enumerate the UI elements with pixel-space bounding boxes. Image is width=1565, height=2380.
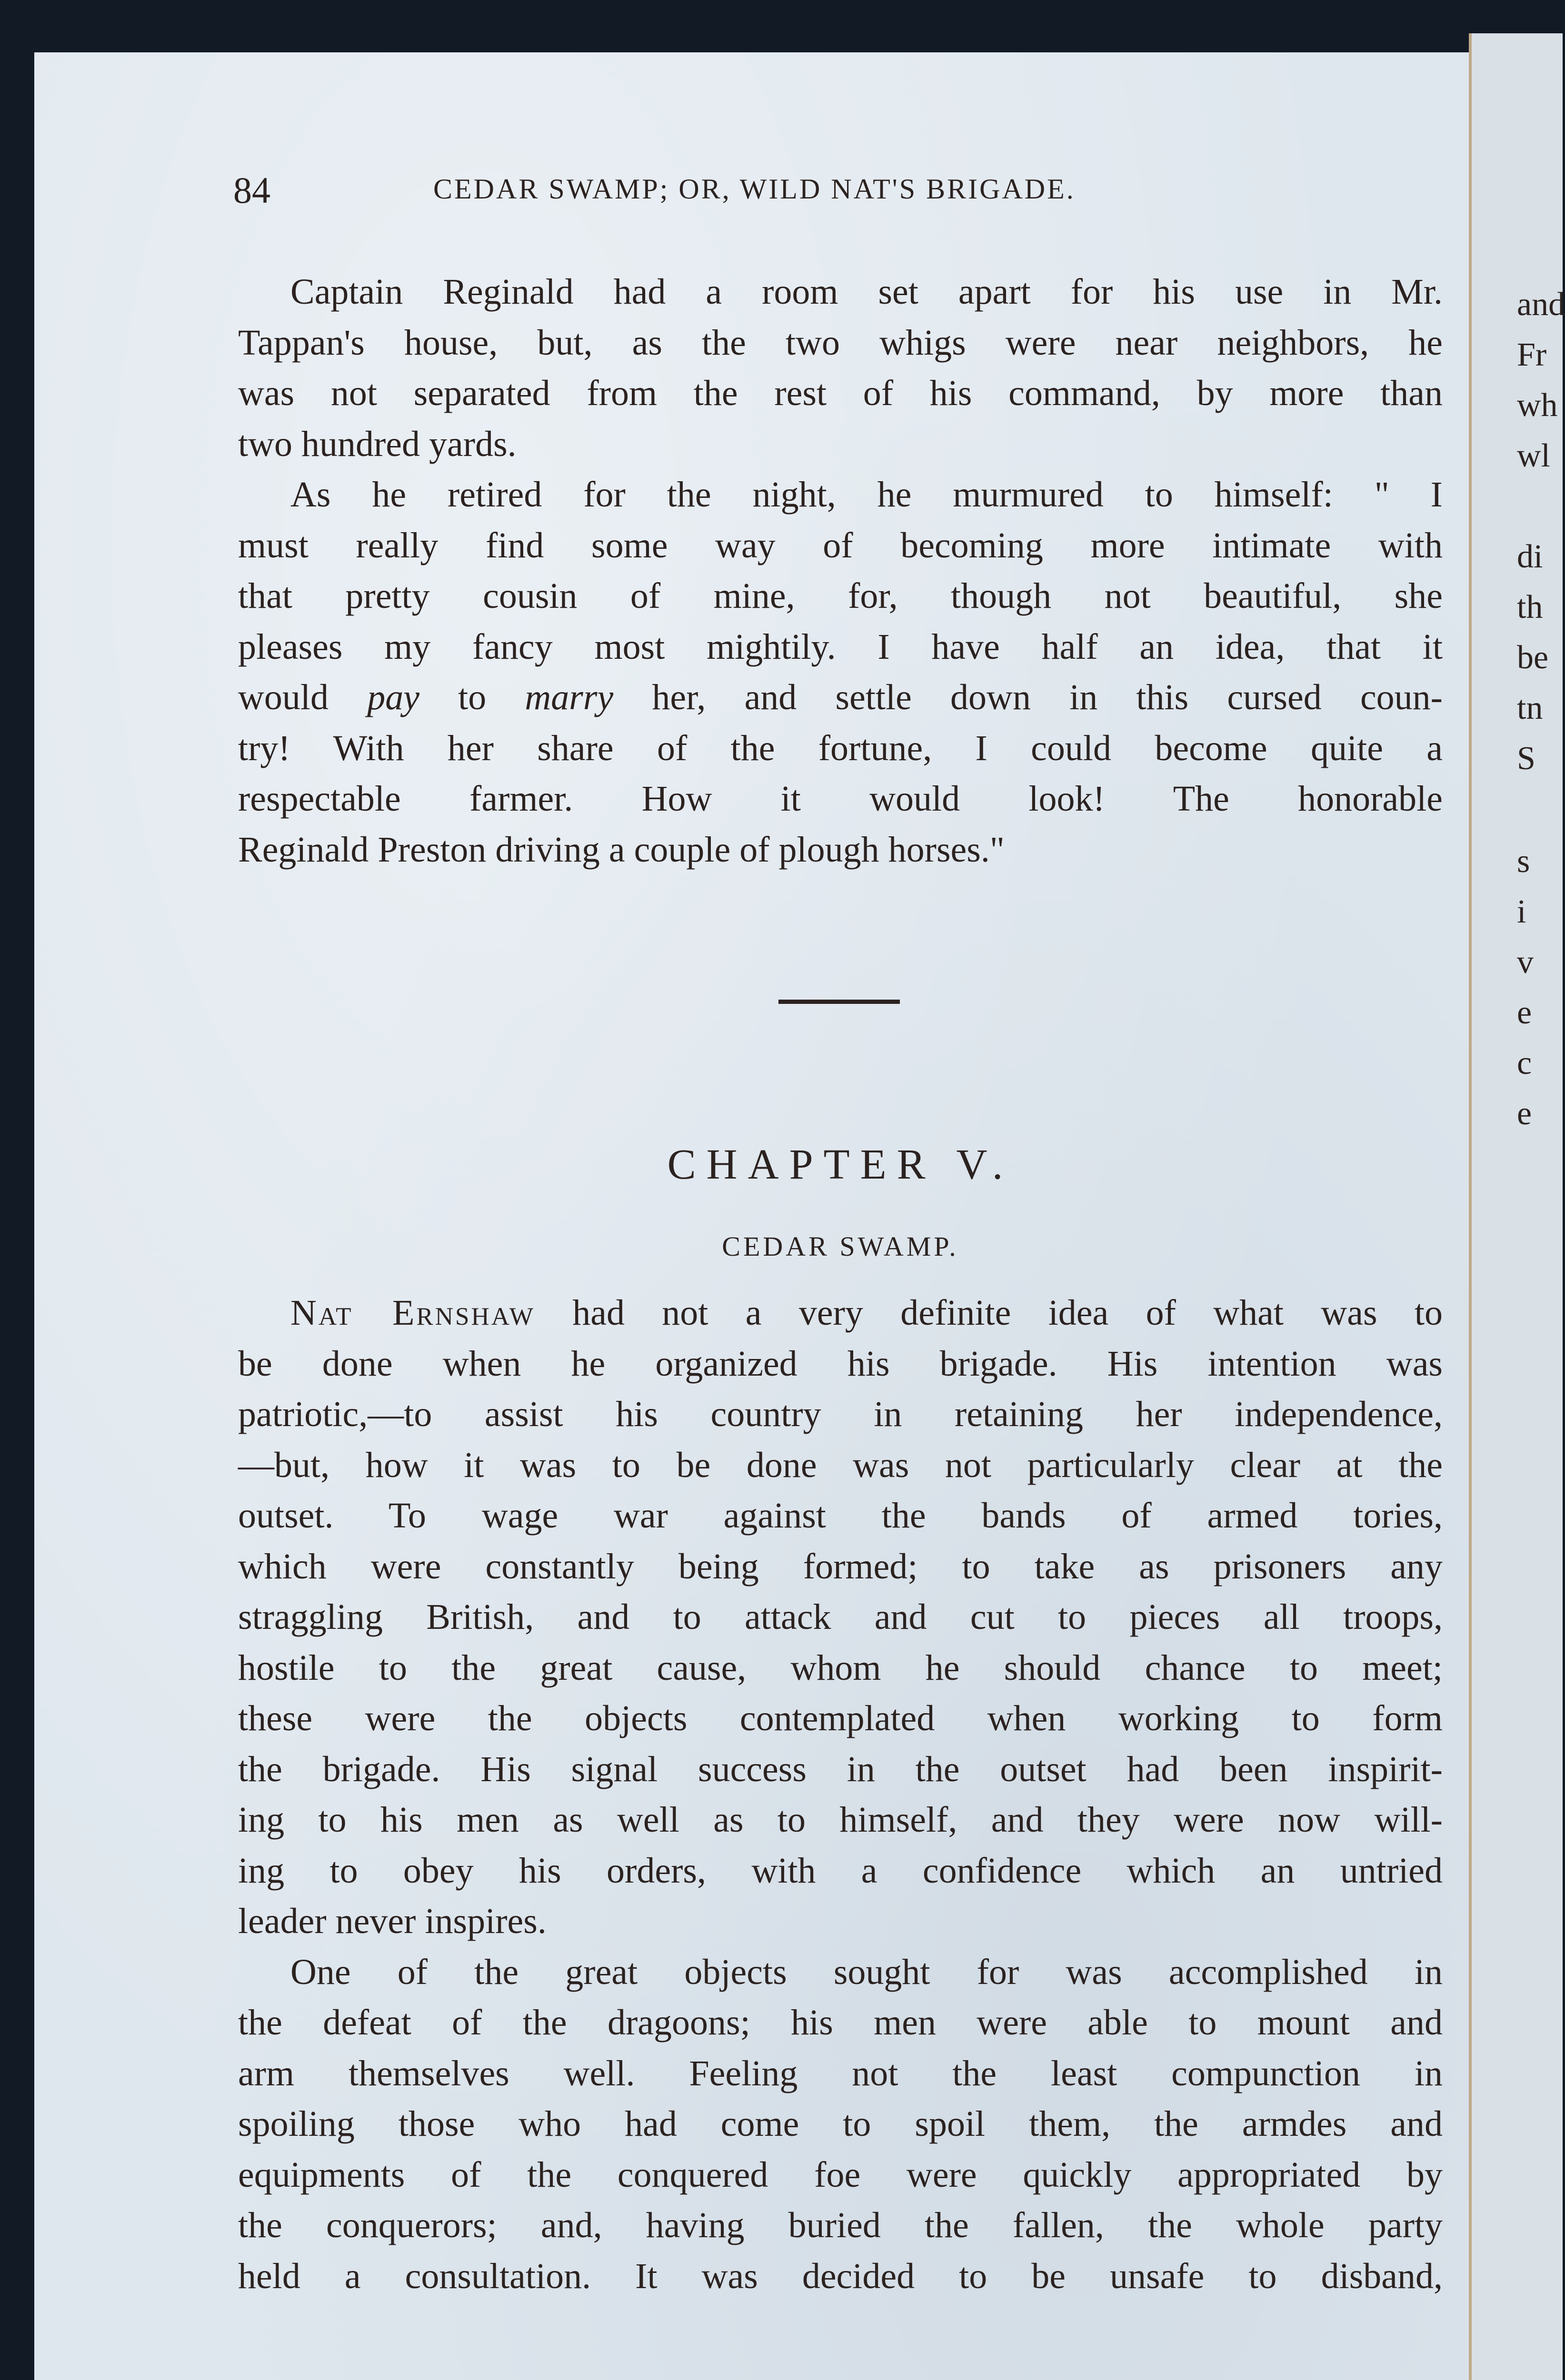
text-line: must really find some way of becoming more intimate with: [238, 525, 1443, 565]
text-line: patriotic,—to assist his country in retaining her independence,: [238, 1394, 1443, 1434]
text-line: hostile to the great cause, whom he should chance to meet;: [238, 1647, 1443, 1688]
text-line: ing to obey his orders, with a confidence which an untried: [238, 1850, 1443, 1891]
adjacent-page-fragment: tn: [1517, 690, 1543, 726]
text-line: respectable farmer. How it would look! The honorable: [238, 779, 1443, 819]
adjacent-page-fragment: e: [1517, 1095, 1532, 1132]
text-run: would: [238, 677, 368, 717]
adjacent-page-fragment: v: [1517, 944, 1534, 981]
text-line: these were the objects contemplated when working to form: [238, 1698, 1443, 1738]
text-line: Tappan's house, but, as the two whigs were near neighbors, he: [238, 322, 1443, 363]
text-line: two hundred yards.: [238, 424, 517, 464]
adjacent-page-fragment: Fr: [1517, 337, 1547, 373]
italic-word: marry: [525, 677, 614, 717]
text-line: the brigade. His signal success in the outset had been inspirit-: [238, 1749, 1443, 1789]
chapter-title: CHAPTER V.: [667, 1141, 1014, 1188]
text-line: Captain Reginald had a room set apart for his use in Mr.: [290, 272, 1443, 312]
adjacent-page-fragment: wl: [1517, 437, 1550, 474]
text-line: Reginald Preston driving a couple of plough horses.": [238, 829, 1005, 870]
text-line: which were constantly being formed; to take as prisoners any: [238, 1546, 1443, 1587]
text-line: the defeat of the dragoons; his men were able to mount and: [238, 2003, 1443, 2043]
adjacent-page-fragment: be: [1517, 639, 1549, 676]
page-number: 84: [233, 169, 270, 211]
text-line: —but, how it was to be done was not particularly clear at the: [238, 1445, 1443, 1485]
adjacent-page-fragment: and: [1517, 286, 1565, 323]
adjacent-page-fragment: th: [1517, 589, 1543, 625]
text-line: arm themselves well. Feeling not the least compunction in: [238, 2053, 1443, 2093]
text-line: spoiling those who had come to spoil them, the armdes and: [238, 2104, 1443, 2144]
text-line: be done when he organized his brigade. His intention was: [238, 1343, 1443, 1384]
adjacent-page-fragment: wh: [1517, 387, 1558, 424]
text-line: [238, 672, 1443, 723]
running-head: CEDAR SWAMP; OR, WILD NAT'S BRIGADE.: [433, 173, 1076, 205]
text-line: equipments of the conquered foe were quickly appropriated by: [238, 2154, 1443, 2195]
adjacent-page-edge: [1469, 33, 1563, 2380]
text-line: outset. To wage war against the bands of armed tories,: [238, 1496, 1443, 1536]
text-line: that pretty cousin of mine, for, though not beautiful, she: [238, 576, 1443, 616]
text-run: had not a very definite idea of what was to: [535, 1293, 1443, 1333]
text-line: ing to his men as well as to himself, and they were now will-: [238, 1800, 1443, 1840]
text-line: the conquerors; and, having buried the fallen, the whole party: [238, 2205, 1443, 2245]
adjacent-page-fragment: di: [1517, 538, 1543, 575]
section-divider: [778, 1000, 900, 1004]
text-line: straggling British, and to attack and cut to pieces all troops,: [238, 1597, 1443, 1637]
text-line: As he retired for the night, he murmured to himself: " I: [290, 475, 1443, 515]
small-caps-name: Nat Ernshaw: [290, 1293, 535, 1333]
italic-word: pay: [367, 677, 419, 717]
text-line: pleases my fancy most mightily. I have half an idea, that it: [238, 626, 1443, 667]
text-line: One of the great objects sought for was accomplished in: [290, 1952, 1443, 1992]
text-line: leader never inspires.: [238, 1901, 547, 1941]
adjacent-page-fragment: c: [1517, 1045, 1532, 1081]
adjacent-page-fragment: i: [1517, 893, 1526, 930]
adjacent-page-fragment: e: [1517, 994, 1532, 1031]
text-line: try! With her share of the fortune, I could become quite a: [238, 728, 1443, 768]
text-line: held a consultation. It was decided to be unsafe to disband,: [238, 2256, 1443, 2296]
body-text-top: [238, 267, 1443, 875]
body-text-bottom: [238, 1288, 1443, 2301]
text-run: to: [419, 677, 525, 717]
text-run: her, and settle down in this cursed coun-: [613, 677, 1443, 717]
text-line: [238, 1288, 1443, 1339]
text-line: was not separated from the rest of his command, by more than: [238, 373, 1443, 413]
chapter-subtitle: CEDAR SWAMP.: [722, 1231, 959, 1262]
adjacent-page-fragment: s: [1517, 843, 1530, 880]
adjacent-page-fragment: S: [1517, 740, 1535, 777]
